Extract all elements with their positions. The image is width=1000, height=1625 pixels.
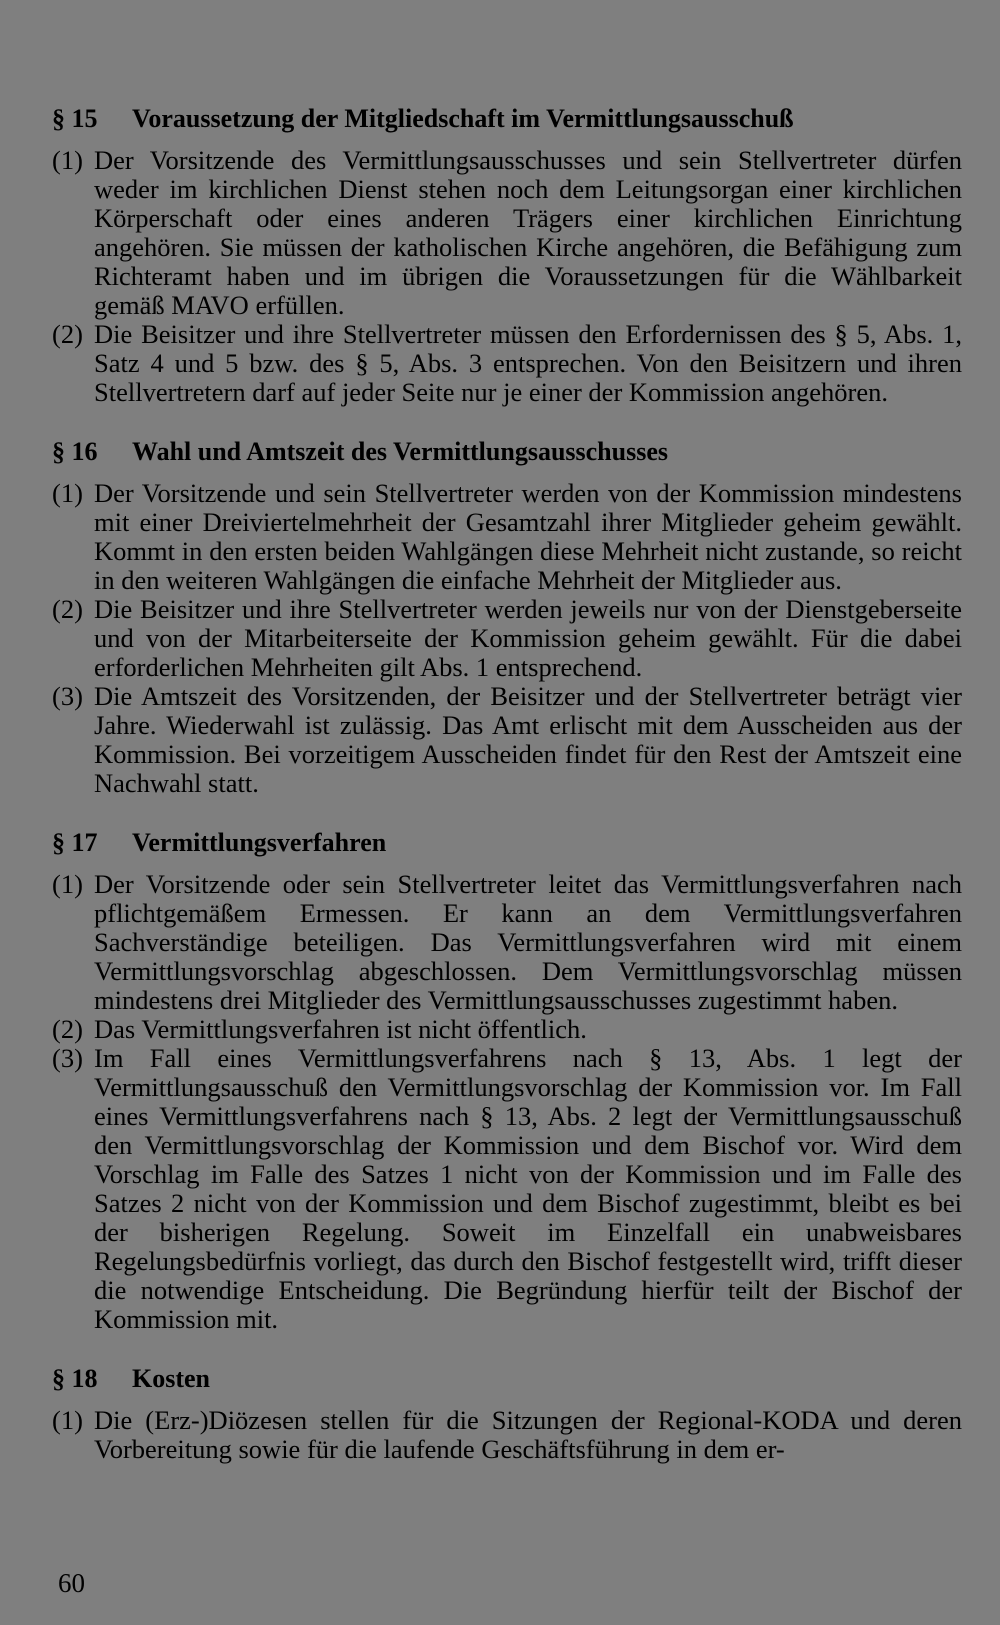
section-number: § 18 — [52, 1364, 98, 1393]
section-heading — [52, 828, 962, 858]
section-heading — [52, 437, 962, 467]
paragraph — [52, 595, 962, 682]
paragraph-marker: (1) — [52, 478, 83, 508]
paragraph — [52, 320, 962, 407]
paragraph-text: Der Vorsitzende des Vermittlungsausschusses und sein Stellvertreter dürfen weder im kirchlichen Dienst stehen noch dem Leitungsorgan einer kirchlichen Körperschaft oder eines anderen Trägers einer kirchlichen Einrichtung angehören. Sie müssen der katholischen Kirche angehören, die Befähigung zum Richteramt haben und im übrigen die Voraussetzungen für die Wählbarkeit gemäß MAVO erfüllen. — [94, 145, 962, 320]
paragraph-text: Die Amtszeit des Vorsitzenden, der Beisitzer und der Stellvertreter beträgt vier Jahre. Wiederwahl ist zulässig. Das Amt erlischt mit dem Ausscheiden aus der Kommission. Bei vorzeitigem Ausscheiden findet für den Rest der Amtszeit eine Nachwahl statt. — [94, 681, 962, 798]
page-number: 60 — [58, 1568, 85, 1598]
paragraph-marker: (3) — [52, 681, 83, 711]
section-17 — [52, 828, 962, 1334]
paragraph-marker: (2) — [52, 1014, 83, 1044]
paragraph-text: Die Beisitzer und ihre Stellvertreter müssen den Erfordernissen des § 5, Abs. 1, Satz 4 und 5 bzw. des § 5, Abs. 3 entsprechen. Von den Beisitzern und ihren Stellvertretern darf auf jeder Seite nur je einer der Kommission angehören. — [94, 319, 962, 407]
paragraph — [52, 479, 962, 595]
paragraph-marker: (1) — [52, 869, 83, 899]
section-title: Vermittlungsverfahren — [132, 828, 387, 857]
paragraph-text: Im Fall eines Vermittlungsverfahrens nach § 13, Abs. 1 legt der Vermittlungsausschuß den Vermittlungsvorschlag der Kommission vor. Im Fall eines Vermittlungsverfahrens nach § 13, Abs. 2 legt der Vermittlungsausschuß den Vermittlungsvorschlag der Kommission und dem Bischof vor. Wird dem Vorschlag im Falle des Satzes 1 nicht von der Kommission und im Falle des Satzes 2 nicht von der Kommission und dem Bischof zugestimmt, bleibt es bei der bisherigen Regelung. Soweit im Einzelfall ein unabweisbares Regelungsbedürfnis vorliegt, das durch den Bischof festgestellt wird, trifft dieser die notwendige Entscheidung. Die Begründung hierfür teilt der Bischof der Kommission mit. — [94, 1043, 962, 1334]
paragraph — [52, 870, 962, 1015]
paragraph-marker: (3) — [52, 1043, 83, 1073]
section-16 — [52, 437, 962, 798]
page-content — [52, 104, 962, 1494]
section-18 — [52, 1364, 962, 1464]
paragraph-text: Der Vorsitzende oder sein Stellvertreter leitet das Vermittlungsverfahren nach pflichtgemäßem Ermessen. Er kann an dem Vermittlungsverfahren Sachverständige beteiligen. Das Vermittlungsverfahren wird mit einem Vermittlungsvorschlag abgeschlossen. Dem Vermittlungsvorschlag müssen mindestens drei Mitglieder des Vermittlungsausschusses zugestimmt haben. — [94, 869, 962, 1015]
paragraph-marker: (1) — [52, 1405, 83, 1435]
paragraph — [52, 1044, 962, 1334]
paragraph-text: Der Vorsitzende und sein Stellvertreter werden von der Kommission mindestens mit einer Dreiviertelmehrheit der Gesamtzahl ihrer Mitglieder geheim gewählt. Kommt in den ersten beiden Wahlgängen diese Mehrheit nicht zustande, so reicht in den weiteren Wahlgängen die einfache Mehrheit der Mitglieder aus. — [94, 478, 962, 595]
paragraph-text: Die Beisitzer und ihre Stellvertreter werden jeweils nur von der Dienstgeberseite und von der Mitarbeiterseite der Kommission geheim gewählt. Für die dabei erforderlichen Mehrheiten gilt Abs. 1 entsprechend. — [94, 594, 962, 682]
section-title: Wahl und Amtszeit des Vermittlungsausschusses — [132, 437, 668, 466]
paragraph — [52, 1015, 962, 1044]
section-heading — [52, 1364, 962, 1394]
section-number: § 16 — [52, 437, 98, 466]
section-title: Kosten — [132, 1364, 210, 1393]
paragraph-marker: (2) — [52, 594, 83, 624]
section-title: Voraussetzung der Mitgliedschaft im Vermittlungsausschuß — [132, 104, 794, 133]
section-heading — [52, 104, 962, 134]
paragraph — [52, 682, 962, 798]
section-number: § 17 — [52, 828, 98, 857]
paragraph-text: Das Vermittlungsverfahren ist nicht öffentlich. — [94, 1014, 587, 1044]
paragraph — [52, 146, 962, 320]
section-15 — [52, 104, 962, 407]
paragraph-marker: (1) — [52, 145, 83, 175]
paragraph-text: Die (Erz-)Diözesen stellen für die Sitzungen der Regional-KODA und deren Vorbereitung sowie für die laufende Geschäftsführung in dem er- — [94, 1405, 962, 1464]
paragraph-marker: (2) — [52, 319, 83, 349]
section-number: § 15 — [52, 104, 98, 133]
paragraph — [52, 1406, 962, 1464]
